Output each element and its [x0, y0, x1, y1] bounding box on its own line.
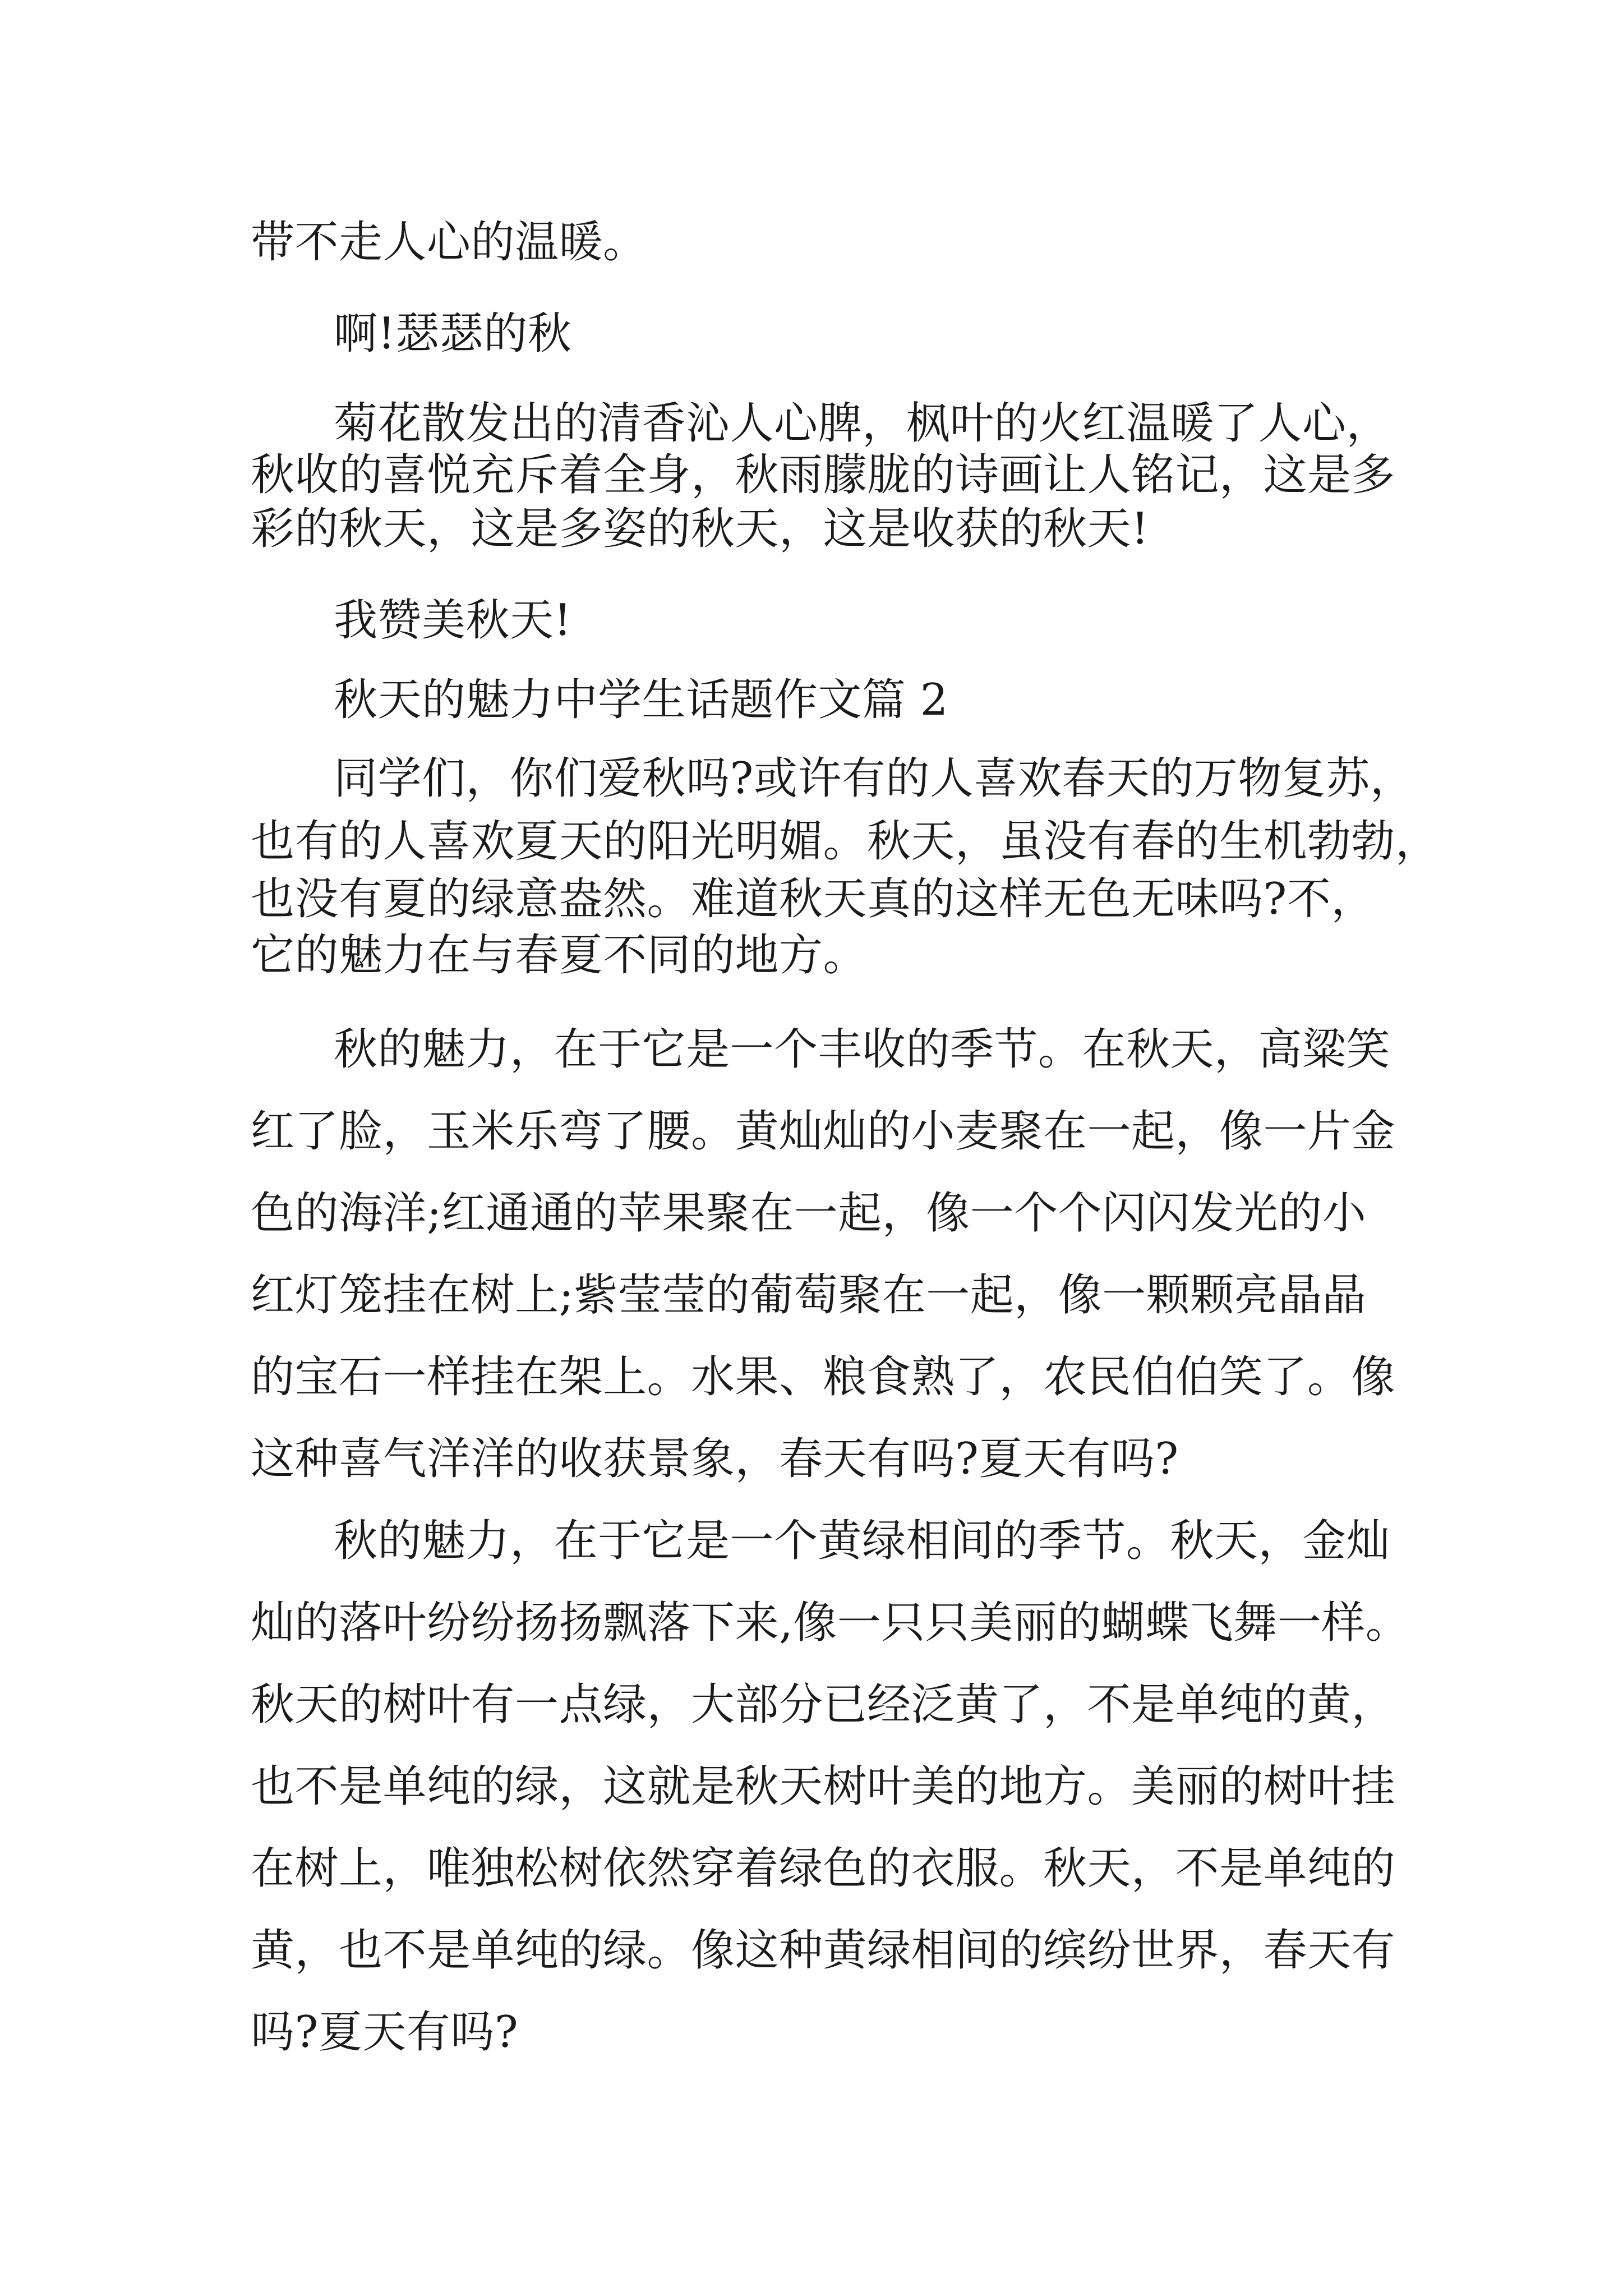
paragraph-line: 的宝石一样挂在架上。水果、粮食熟了，农民伯伯笑了。像	[251, 1352, 1396, 1402]
paragraph-line: 黄，也不是单纯的绿。像这种黄绿相间的缤纷世界，春天有	[251, 1925, 1396, 1976]
paragraph-line: 秋的魅力，在于它是一个丰收的季节。在秋天，高粱笑	[334, 1024, 1391, 1075]
paragraph-line: 也没有夏的绿意盎然。难道秋天真的这样无色无味吗?不，	[251, 874, 1375, 924]
paragraph-line: 同学们，你们爱秋吗?或许有的人喜欢春天的万物复苏，	[334, 753, 1414, 804]
text-line: 啊!瑟瑟的秋	[334, 309, 572, 359]
paragraph-line: 秋的魅力，在于它是一个黄绿相间的季节。秋天，金灿	[334, 1516, 1391, 1566]
text-line: 带不走人心的温暖。	[251, 217, 647, 268]
paragraph-line: 红灯笼挂在树上;紫莹莹的葡萄聚在一起，像一颗颗亮晶晶	[251, 1270, 1367, 1320]
paragraph-line: 灿的落叶纷纷扬扬飘落下来,像一只只美丽的蝴蝶飞舞一样。	[251, 1598, 1410, 1648]
paragraph-line: 色的海洋;红通通的苹果聚在一起，像一个个闪闪发光的小	[251, 1188, 1367, 1239]
section-title: 秋天的魅力中学生话题作文篇 2	[334, 675, 948, 725]
paragraph-line: 也有的人喜欢夏天的阳光明媚。秋天，虽没有春的生机勃勃，	[251, 816, 1440, 867]
paragraph-line: 红了脸，玉米乐弯了腰。黄灿灿的小麦聚在一起，像一片金	[251, 1106, 1396, 1157]
paragraph-line: 吗?夏天有吗?	[251, 2007, 519, 2058]
paragraph-line: 彩的秋天，这是多姿的秋天，这是收获的秋天!	[251, 504, 1149, 554]
paragraph-line: 这种喜气洋洋的收获景象，春天有吗?夏天有吗?	[251, 1434, 1179, 1484]
paragraph-line: 秋收的喜悦充斥着全身，秋雨朦胧的诗画让人铭记，这是多	[251, 450, 1396, 500]
paragraph-line: 菊花散发出的清香沁人心脾，枫叶的火红温暖了人心，	[334, 398, 1391, 449]
paragraph-line: 在树上，唯独松树依然穿着绿色的衣服。秋天，不是单纯的	[251, 1843, 1396, 1894]
paragraph-line: 也不是单纯的绿，这就是秋天树叶美的地方。美丽的树叶挂	[251, 1761, 1396, 1812]
paragraph-line: 它的魅力在与春夏不同的地方。	[251, 930, 868, 981]
paragraph-line: 秋天的树叶有一点绿，大部分已经泛黄了，不是单纯的黄，	[251, 1680, 1396, 1730]
text-line: 我赞美秋天!	[334, 595, 572, 646]
